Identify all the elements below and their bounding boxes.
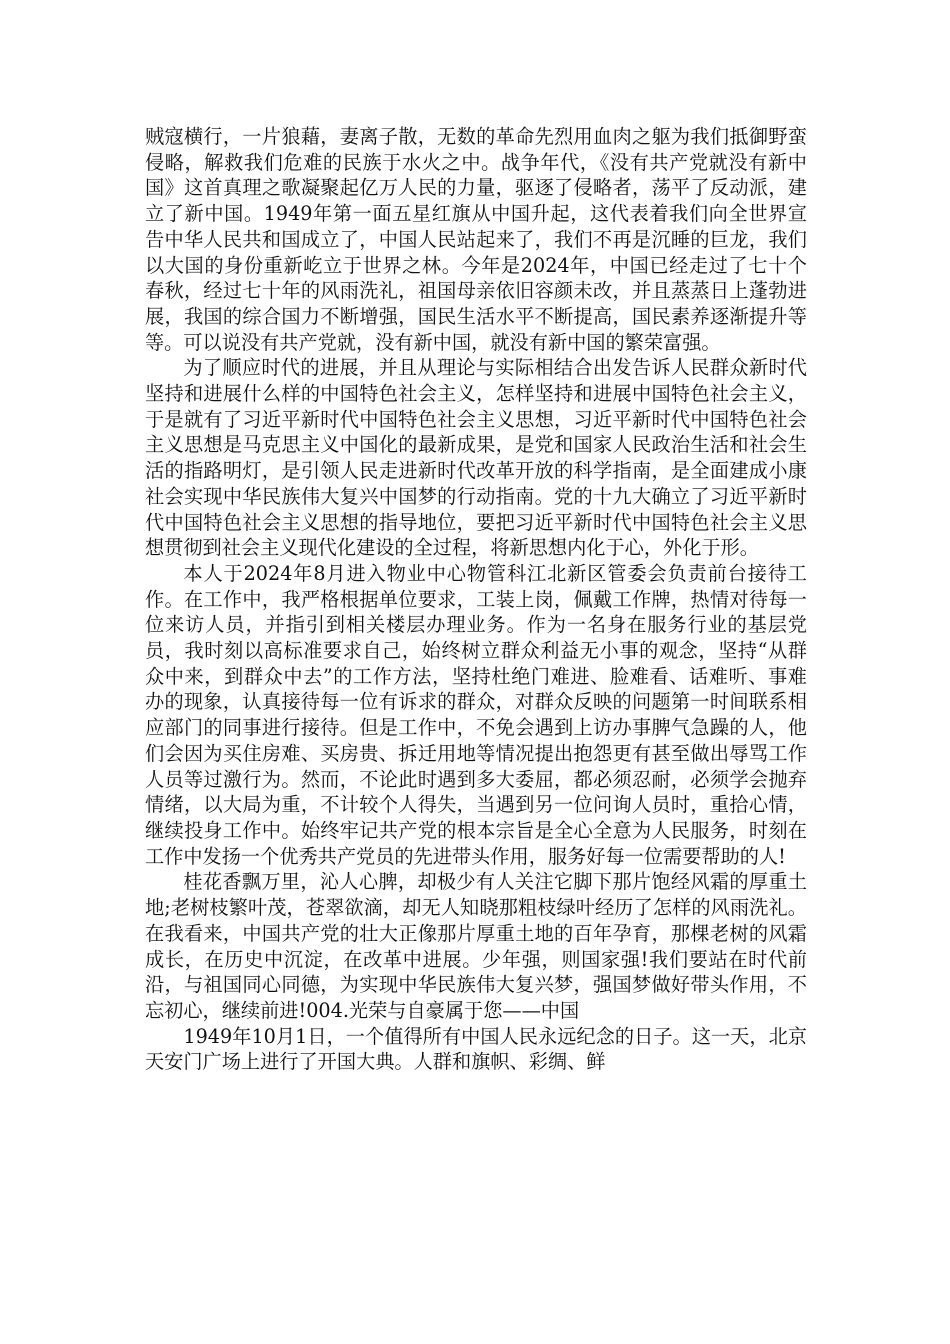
document-body	[145, 124, 807, 1075]
paragraph-osmanthus: 桂花香飘万里，沁人心脾，却极少有人关注它脚下那片饱经风霜的厚重土地;老树枝繁叶茂，苍翠欲滴，却无人知晓那粗枝绿叶经历了怎样的风雨洗礼。在我看来，中国共产党的壮大正像那片厚重土地的百年孕育，那棵老树的风霜成长，在历史中沉淀，在改革中进展。少年强，则国家强!我们要站在时代前沿，与祖国同心同德，为实现中华民族伟大复兴梦，强国梦做好带头作用，不忘初心，继续前进!004.光荣与自豪属于您——中国	[145, 870, 807, 1022]
paragraph-new-era-thought: 为了顺应时代的进展，并且从理论与实际相结合出发告诉人民群众新时代坚持和进展什么样的中国特色社会主义，怎样坚持和进展中国特色社会主义，于是就有了习近平新时代中国特色社会主义思想，习近平新时代中国特色社会主义思想是马克思主义中国化的最新成果，是党和国家人民政治生活和社会生活的指路明灯，是引领人民走进新时代改革开放的科学指南，是全面建成小康社会实现中华民族伟大复兴中国梦的行动指南。党的十九大确立了习近平新时代中国特色社会主义思想的指导地位，要把习近平新时代中国特色社会主义思想贯彻到社会主义现代化建设的全过程，将新思想内化于心，外化于形。	[145, 356, 807, 560]
paragraph-continuation: 贼寇横行，一片狼藉，妻离子散，无数的革命先烈用血肉之躯为我们抵御野蛮侵略，解救我们危难的民族于水火之中。战争年代，《没有共产党就没有新中国》这首真理之歌凝聚起亿万人民的力量，驱逐了侵略者，荡平了反动派，建立了新中国。1949年第一面五星红旗从中国升起，这代表着我们向全世界宣告中华人民共和国成立了，中国人民站起来了，我们不再是沉睡的巨龙，我们以大国的身份重新屹立于世界之林。今年是2024年，中国已经走过了七十个春秋，经过七十年的风雨洗礼，祖国母亲依旧容颜未改，并且蒸蒸日上蓬勃进展，我国的综合国力不断增强，国民生活水平不断提高，国民素养逐渐提升等等。可以说没有共产党就，没有新中国，就没有新中国的繁荣富强。	[145, 125, 807, 354]
paragraph-personal-work: 本人于2024年8月进入物业中心物管科江北新区管委会负责前台接待工作。在工作中，我严格根据单位要求，工装上岗，佩戴工作牌，热情对待每一位来访人员，并指引到相关楼层办理业务。作为一名身在服务行业的基层党员，我时刻以高标准要求自己，始终树立群众利益无小事的观念，坚持“从群众中来，到群众中去”的工作方法，坚持杜绝门难进、脸难看、话难听、事难办的现象，认真接待每一位有诉求的群众，对群众反映的问题第一时间联系相应部门的同事进行接待。但是工作中，不免会遇到上访办事脾气急躁的人，他们会因为买住房难、买房贵、拆迁用地等情况提出抱怨更有甚至做出辱骂工作人员等过激行为。然而，不论此时遇到多大委屈，都必须忍耐，必须学会抛弃情绪，以大局为重，不计较个人得失，当遇到另一位问询人员时，重拾心情，继续投身工作中。始终牢记共产党的根本宗旨是全心全意为人民服务，时刻在工作中发扬一个优秀共产党员的先进带头作用，服务好每一位需要帮助的人!	[145, 561, 807, 868]
paragraph-founding-ceremony: 1949年10月1日，一个值得所有中国人民永远纪念的日子。这一天，北京天安门广场上进行了开国大典。人群和旗帜、彩绸、鲜	[145, 1024, 807, 1074]
